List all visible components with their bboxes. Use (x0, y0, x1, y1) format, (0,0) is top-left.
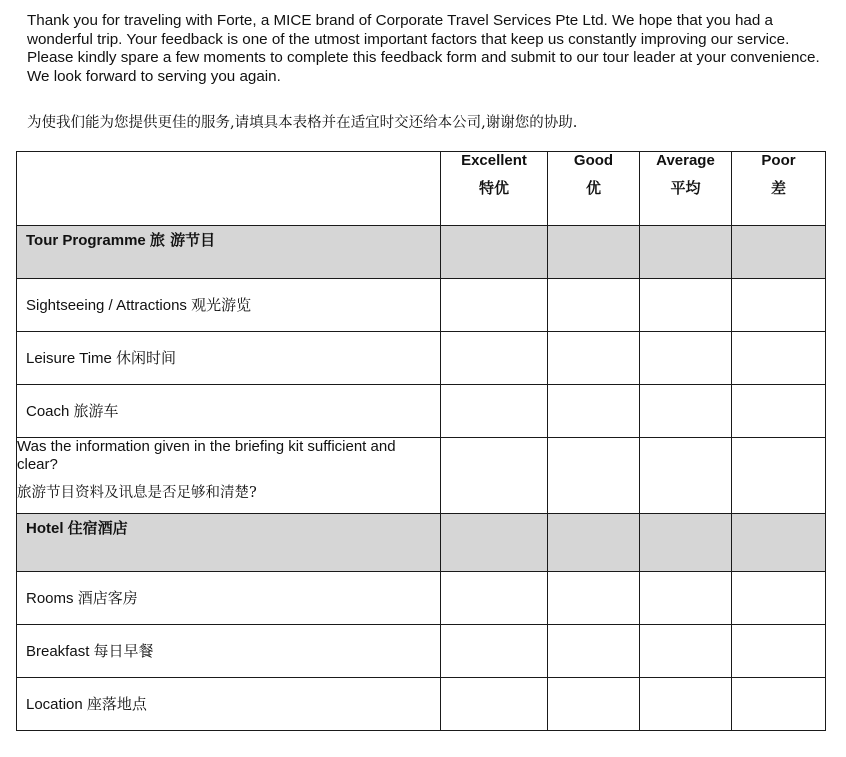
rating-cell-poor[interactable] (732, 625, 826, 678)
section-cell (441, 226, 548, 279)
table-row-coach (17, 385, 826, 438)
table-row-location (17, 678, 826, 731)
rating-header-label: Excellent (461, 152, 527, 169)
item-label-zh: 休闲时间 (116, 348, 177, 367)
rating-cell-good[interactable] (548, 385, 640, 438)
rating-cell-excellent[interactable] (441, 572, 548, 625)
rating-cell-average[interactable] (640, 279, 732, 332)
rating-cell-excellent[interactable] (441, 385, 548, 438)
rating-cell-average[interactable] (640, 332, 732, 385)
rating-header-label-zh: 平均 (670, 179, 701, 197)
feedback-rating-table (16, 151, 826, 731)
rating-header-label: Average (656, 152, 715, 169)
item-label-breakfast (17, 625, 441, 678)
item-label-en: Coach (26, 402, 70, 420)
rating-cell-excellent[interactable] (441, 625, 548, 678)
item-label-en: Breakfast (26, 642, 90, 660)
section-title-zh: 旅 游节目 (149, 231, 216, 249)
item-label-zh: 观光游览 (191, 295, 252, 314)
rating-cell-good[interactable] (548, 572, 640, 625)
rating-cell-good[interactable] (548, 678, 640, 731)
table-row-briefing-kit (17, 438, 826, 514)
rating-cell-excellent[interactable] (441, 279, 548, 332)
rating-header-label-zh: 特优 (478, 179, 509, 197)
rating-header-label-zh: 优 (585, 179, 601, 197)
section-title-tour-programme (17, 226, 441, 279)
section-row-hotel (17, 514, 826, 572)
section-title-en: Tour Programme (26, 232, 146, 249)
rating-cell-poor[interactable] (732, 438, 826, 514)
table-row-sightseeing (17, 279, 826, 332)
rating-cell-poor[interactable] (732, 279, 826, 332)
rating-header-label-zh: 差 (770, 179, 786, 197)
rating-header-poor (732, 152, 826, 226)
section-title-en: Hotel (26, 520, 64, 537)
rating-cell-excellent[interactable] (441, 332, 548, 385)
rating-cell-average[interactable] (640, 625, 732, 678)
section-cell (548, 514, 640, 572)
rating-cell-excellent[interactable] (441, 438, 548, 514)
rating-cell-poor[interactable] (732, 572, 826, 625)
item-label-zh: 每日早餐 (93, 641, 154, 660)
rating-header-label: Poor (761, 152, 796, 169)
table-header-row (17, 152, 826, 226)
section-row-tour-programme (17, 226, 826, 279)
item-label-rooms (17, 572, 441, 625)
rating-header-label: Good (573, 152, 614, 169)
item-label-briefing-kit (17, 438, 441, 514)
table-row-breakfast (17, 625, 826, 678)
table-row-leisure-time (17, 332, 826, 385)
rating-cell-excellent[interactable] (441, 678, 548, 731)
section-title-zh: 住宿酒店 (67, 519, 128, 537)
item-label-zh: 座落地点 (86, 694, 147, 713)
item-label-en: Rooms (26, 589, 74, 607)
item-label-zh: 旅游车 (73, 401, 119, 420)
rating-header-good (548, 152, 640, 226)
rating-cell-good[interactable] (548, 332, 640, 385)
intro-chinese-paragraph: 为使我们能为您提供更佳的服务,请填具本表格并在适宜时交还给本公司,谢谢您的协助. (27, 115, 578, 131)
item-label-en: Was the information given in the briefing kit sufficient and clear? (17, 438, 396, 473)
rating-header-excellent (441, 152, 548, 226)
section-cell (548, 226, 640, 279)
section-cell (441, 514, 548, 572)
rating-cell-average[interactable] (640, 438, 732, 514)
rating-cell-average[interactable] (640, 678, 732, 731)
section-cell (640, 226, 732, 279)
rating-cell-good[interactable] (548, 625, 640, 678)
rating-cell-good[interactable] (548, 279, 640, 332)
item-label-location (17, 678, 441, 731)
item-label-en: Sightseeing / Attractions (26, 296, 187, 314)
section-cell (732, 226, 826, 279)
section-cell (640, 514, 732, 572)
rating-cell-good[interactable] (548, 438, 640, 514)
item-label-en: Location (26, 695, 83, 713)
rating-cell-poor[interactable] (732, 385, 826, 438)
rating-cell-poor[interactable] (732, 332, 826, 385)
item-label-en: Leisure Time (26, 349, 112, 367)
header-blank-cell (17, 152, 441, 226)
item-label-zh: 酒店客房 (77, 588, 138, 607)
intro-english-paragraph: Thank you for traveling with Forte, a MICE brand of Corporate Travel Services Pte Ltd. We hope that you had a wonderful trip. Your feedback is one of the utmost important factors that keep us constantly improving our service. Please kindly spare a few moments to complete this feedback form and submit to our tour leader at your convenience. We look forward to serving you again. (27, 12, 820, 85)
item-label-coach (17, 385, 441, 438)
rating-cell-average[interactable] (640, 385, 732, 438)
item-label-zh: 旅游节目资料及讯息是否足够和清楚? (17, 485, 257, 501)
item-label-sightseeing (17, 279, 441, 332)
table-row-rooms (17, 572, 826, 625)
rating-cell-average[interactable] (640, 572, 732, 625)
section-cell (732, 514, 826, 572)
section-title-hotel (17, 514, 441, 572)
item-label-leisure-time (17, 332, 441, 385)
rating-cell-poor[interactable] (732, 678, 826, 731)
rating-header-average (640, 152, 732, 226)
